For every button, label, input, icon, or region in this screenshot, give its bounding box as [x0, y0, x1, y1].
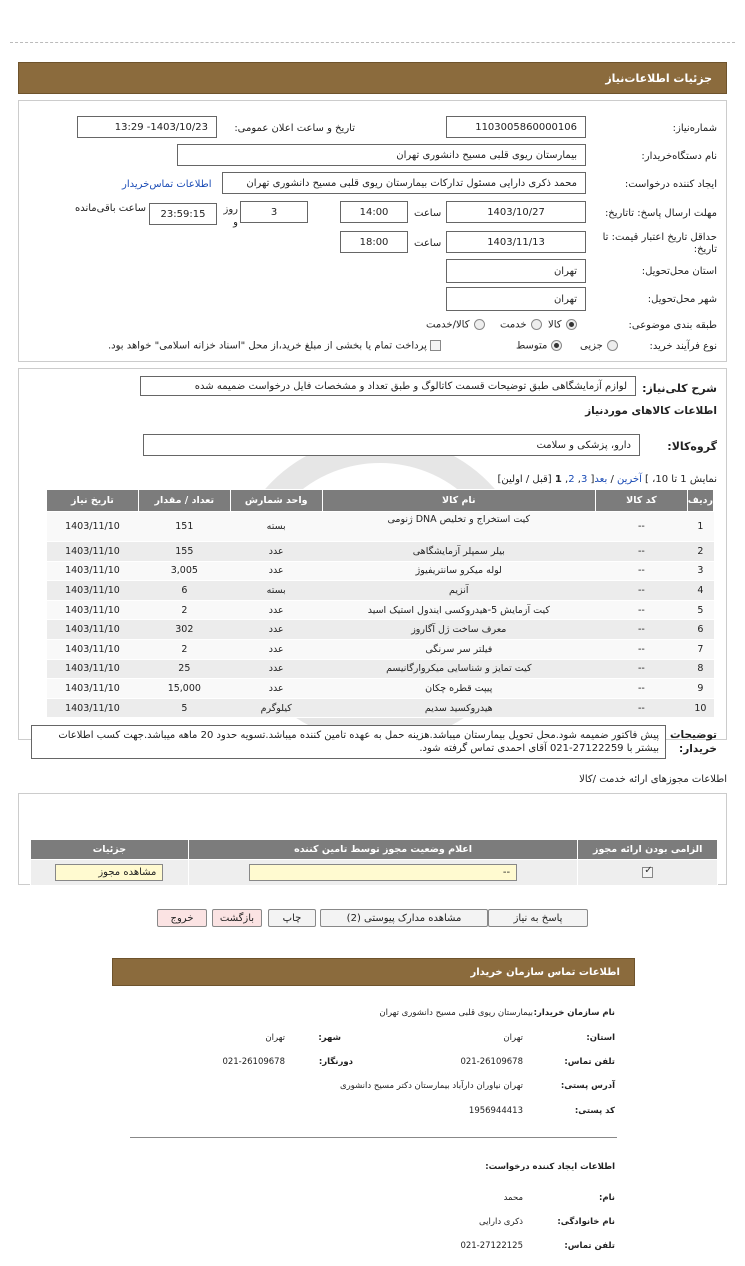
table-row: 3 -- لوله میکرو سانتریفیوژ عدد 3,005 1403/11/10 [47, 561, 714, 581]
province-field: تهران [446, 259, 586, 283]
top-divider [10, 42, 735, 43]
deadline-date-field: 1403/10/27 [446, 201, 586, 223]
postal-label: کد پستی: [574, 1106, 615, 1116]
table-row: 7 -- فیلتر سر سرنگی عدد 2 1403/11/10 [47, 639, 714, 659]
view-documents-button[interactable]: مشاهده مدارک پیوستی (2) [320, 909, 488, 927]
address-value: تهران نیاوران دارآباد بیمارستان دکتر مسیح دانشوری [339, 1081, 523, 1091]
creator-phone-value: 021-27122125 [460, 1241, 523, 1251]
need-no-label: شماره‌نیاز: [672, 123, 717, 134]
announce-label: تاریخ و ساعت اعلان عمومی: [234, 123, 355, 134]
permits-title: اطلاعات مجوزهای ارائه خدمت /کالا [579, 774, 727, 785]
pagination-next-link[interactable]: بعد [594, 474, 608, 485]
table-row: 5 -- کیت آزمایش 5-هیدروکسی ایندول استیک اسید عدد 2 1403/11/10 [47, 600, 714, 620]
deadline-hour-label: ساعت [414, 208, 442, 219]
table-row: 10 -- هیدروکسید سدیم کیلوگرم 5 1403/11/10 [47, 698, 714, 718]
creator-info-title: اطلاعات ایجاد کننده درخواست: [485, 1162, 615, 1172]
col-date: تاریخ نیاز [47, 490, 139, 512]
back-button[interactable]: بازگشت [212, 909, 262, 927]
fax-value: 021-26109678 [222, 1057, 285, 1067]
validity-date-field: 1403/11/13 [446, 231, 586, 253]
need-no-field: 1103005860000106 [446, 116, 586, 138]
permit-status-field[interactable]: -- [249, 864, 517, 881]
category-service-radio[interactable]: خدمت [500, 319, 542, 331]
validity-hour-field: 18:00 [340, 231, 408, 253]
contact-city-label: شهر: [318, 1033, 341, 1043]
address-label: آدرس پستی: [560, 1081, 615, 1091]
postal-value: 1956944413 [468, 1106, 523, 1116]
buyer-field: بیمارستان ریوی قلبی مسیح دانشوری تهران [177, 144, 586, 166]
pagination-prev-first: [قبل / اولین] [497, 474, 552, 485]
contact-province-label: استان: [586, 1033, 615, 1043]
permit-required-header: الزامی بودن ارائه مجوز [578, 840, 718, 860]
goods-table [46, 489, 714, 718]
city-field: تهران [446, 287, 586, 311]
exit-button[interactable]: خروج [157, 909, 207, 927]
notes-label: توضیحات [669, 729, 717, 741]
pagination-last-link[interactable]: آخرین [617, 474, 642, 485]
radio-icon [474, 319, 485, 330]
permits-table [30, 839, 718, 886]
category-goods-radio[interactable]: کالا [548, 319, 577, 331]
category-both-radio[interactable]: کالا/خدمت [426, 319, 485, 331]
pagination-page-2[interactable]: 2 [568, 474, 575, 485]
radio-selected-icon [551, 340, 562, 351]
remaining-label: ساعت باقی‌مانده [74, 203, 146, 214]
permit-details-header: جزئیات [31, 840, 189, 860]
phone-value: 021-26109678 [460, 1057, 523, 1067]
print-button[interactable]: چاپ [268, 909, 316, 927]
validity-label: حداقل تاریخ اعتبار قیمت: تا تاریخ: [602, 232, 717, 255]
process-partial-radio[interactable]: جزیی [580, 340, 618, 352]
remaining-field: 23:59:15 [149, 203, 217, 225]
deadline-label: مهلت ارسال پاسخ: تاتاریخ: [604, 208, 717, 219]
radio-icon [531, 319, 542, 330]
org-value: بیمارستان ریوی قلبی مسیح دانشوری تهران [379, 1008, 533, 1018]
col-qty: تعداد / مقدار [138, 490, 230, 512]
family-label: نام خانوادگی: [557, 1217, 615, 1227]
treasury-checkbox[interactable]: پرداخت تمام یا بخشی از مبلغ خرید،از محل "اسناد خزانه اسلامی" خواهد بود. [108, 340, 441, 352]
contact-city-value: تهران [265, 1033, 285, 1043]
checkbox-icon [430, 340, 441, 351]
creator-label: ایجاد کننده درخواست: [624, 179, 717, 190]
fax-label: دورنگار: [318, 1057, 353, 1067]
process-label: نوع فرآیند خرید: [649, 341, 717, 352]
reply-button[interactable]: پاسخ به نیاز [488, 909, 588, 927]
summary-field: لوازم آزمایشگاهی طبق توضیحات قسمت کاتالوگ و طبق تعداد و مشخصات فایل درخواست ضمیمه شده [140, 376, 636, 396]
org-label: نام سازمان خریدار: [533, 1008, 615, 1018]
days-field: 3 [240, 201, 308, 223]
pagination-page-1: 1 [554, 474, 562, 485]
notes-field: پیش فاکتور ضمیمه شود.محل تحویل بیمارستان میباشد.هزینه حمل به عهده تامین کننده میباشد.تسویه حدود 20 ماهه میباشد.جهت کسب اطلاعات بیشتر با 27122259-021 آقای احمدی تماس گرفته شود. [31, 725, 666, 759]
days-label: روز و [223, 204, 238, 228]
family-value: ذکری دارایی [479, 1217, 523, 1227]
city-label: شهر محل‌تحویل: [647, 294, 717, 305]
table-row: 9 -- پیپت قطره چکان عدد 15,000 1403/11/10 [47, 679, 714, 699]
table-row: 8 -- کیت تمایز و شناسایی میکروارگانیسم عدد 25 1403/11/10 [47, 659, 714, 679]
table-row: 4 -- آنزیم بسته 6 1403/11/10 [47, 581, 714, 601]
contact-divider [130, 1137, 617, 1138]
announce-field: 1403/10/23- 13:29 [77, 116, 217, 138]
table-row: 1 -- کیت استخراج و تخلیص DNA ژنومی بسته 151 1403/11/10 [47, 512, 714, 542]
province-label: استان محل‌تحویل: [641, 266, 717, 277]
col-code: کد کالا [595, 490, 687, 512]
group-field: دارو، پزشکی و سلامت [143, 434, 640, 456]
name-label: نام: [598, 1193, 615, 1203]
group-label: گروه‌کالا: [667, 440, 717, 453]
view-permit-button[interactable]: مشاهده مجوز [55, 864, 163, 881]
col-unit: واحد شمارش [230, 490, 322, 512]
contact-province-value: تهران [503, 1033, 523, 1043]
summary-label: شرح کلی‌نیاز: [642, 382, 717, 395]
permit-required-checkbox[interactable] [642, 867, 653, 878]
pagination: نمایش 1 تا 10، ] آخرین / بعد[ 3, 2, 1 [قبل / اولین] [497, 474, 717, 485]
phone-label: تلفن تماس: [564, 1057, 615, 1067]
buyer-label: نام دستگاه‌خریدار: [641, 151, 717, 162]
permit-status-header: اعلام وضعیت مجوز توسط تامین کننده [188, 840, 578, 860]
table-row: 6 -- معرف ساخت ژل آگاروز عدد 302 1403/11/10 [47, 620, 714, 640]
radio-icon [607, 340, 618, 351]
table-row [31, 860, 718, 886]
buyer-contact-link[interactable]: اطلاعات تماس‌خریدار [122, 179, 212, 190]
contact-header: اطلاعات تماس سازمان خریدار [112, 958, 635, 986]
name-value: محمد [503, 1193, 523, 1203]
creator-field: محمد ذکری دارایی مسئول تدارکات بیمارستان ریوی قلبی مسیح دانشوری تهران [222, 172, 586, 194]
category-label: طبقه بندی موضوعی: [628, 320, 717, 331]
process-medium-radio[interactable]: متوسط [516, 340, 562, 352]
deadline-hour-field: 14:00 [340, 201, 408, 223]
pagination-page-3[interactable]: 3 [580, 474, 588, 485]
col-name: نام کالا [322, 490, 595, 512]
validity-hour-label: ساعت [414, 238, 442, 249]
creator-phone-label: تلفن تماس: [564, 1241, 615, 1251]
details-header: جزئیات اطلاعات‌نیاز [18, 62, 727, 94]
table-row: 2 -- بیلر سمپلر آزمایشگاهی عدد 155 1403/11/10 [47, 542, 714, 562]
col-row: ردیف [687, 490, 713, 512]
goods-title: اطلاعات کالاهای موردنیاز [585, 405, 717, 417]
radio-selected-icon [566, 319, 577, 330]
notes-label-2: خریدار: [679, 743, 717, 755]
